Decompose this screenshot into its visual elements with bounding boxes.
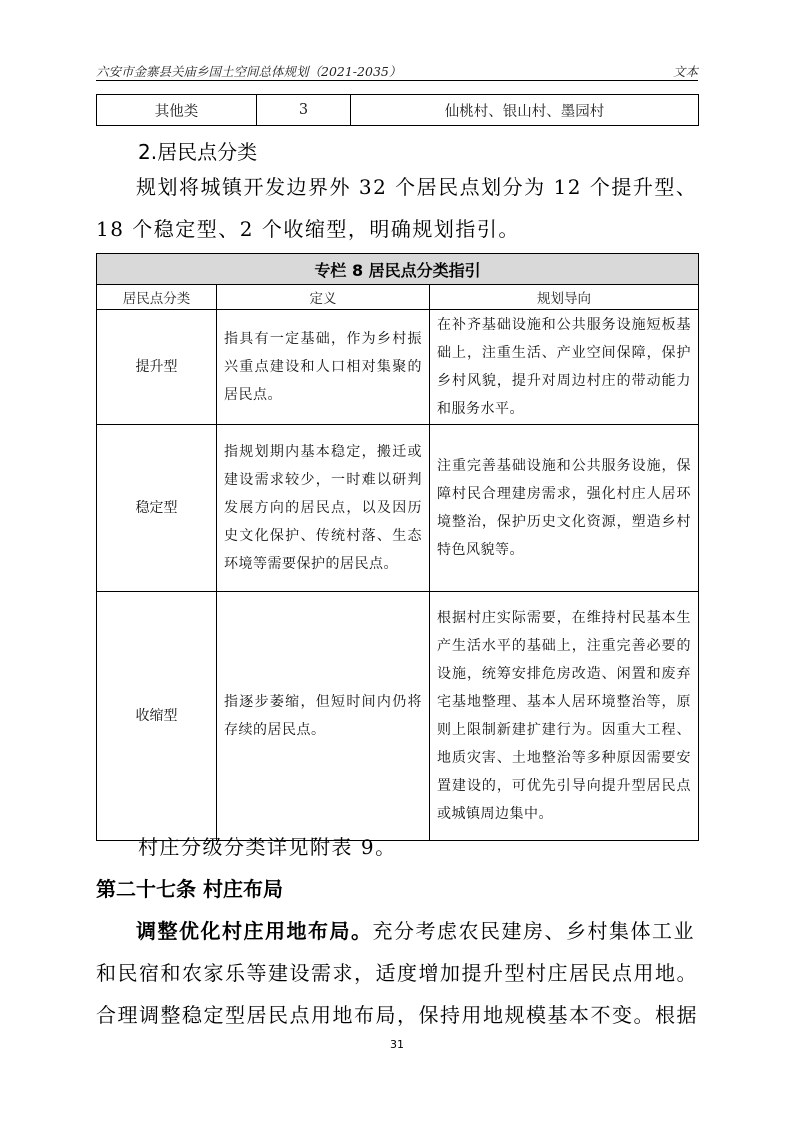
box-title: 专栏 8 居民点分类指引 [97,254,699,285]
column-header: 定义 [217,285,430,310]
definition-cell: 指逐步萎缩，但短时间内仍将存续的居民点。 [217,592,430,841]
header-label: 文本 [672,64,698,79]
guidance-cell: 根据村庄实际需要，在维持村民基本生产生活水平的基础上，注重完善必要的设施，统筹安排危房改造、闲置和废弃宅基地整理、基本人居环境整治等，原则上限制新建扩建行为。因重大工程、地质灾害、土地整治等多种原因需要安置建设的，可优先引导向提升型居民点或城镇周边集中。 [430,592,699,841]
header-row [97,285,699,310]
section-heading: 2.居民点分类 [138,140,258,164]
village-category-table [96,94,699,126]
paragraph-text: 充分考虑农民建房、乡村集体工业和民宿和农家乐等建设需求，适度增加提升型村庄居民点用地。合理调整稳定型居民点用地布局，保持用地规模基本不变。根据 [96,919,698,1027]
definition-cell: 指具有一定基础，作为乡村振兴重点建设和人口相对集聚的居民点。 [217,310,430,425]
column-header: 居民点分类 [97,285,217,310]
paragraph: 规划将城镇开发边界外 32 个居民点划分为 12 个提升型、18 个稳定型、2 个收缩型，明确规划指引。 [96,175,698,241]
article-heading: 第二十七条 村庄布局 [96,877,283,901]
paragraph-lead: 调整优化村庄用地布局。 [136,919,373,943]
box-title-row [97,254,699,285]
table-row [97,95,699,126]
column-header: 规划导向 [430,285,699,310]
type-cell: 收缩型 [97,592,217,841]
table-row [97,425,699,592]
page-number: 31 [390,1038,404,1051]
guidance-cell: 在补齐基础设施和公共服务设施短板基础上，注重生活、产业空间保障，保护乡村风貌，提升对周边村庄的带动能力和服务水平。 [430,310,699,425]
table-row [97,592,699,841]
count-cell: 3 [257,95,351,126]
table-row [97,310,699,425]
document-title: 六安市金寨县关庙乡国土空间总体规划（2021-2035） [96,64,402,79]
paragraph: 村庄分级分类详见附表 9。 [138,835,397,859]
classification-guide-box [96,253,699,841]
paragraph [96,910,698,1036]
guidance-cell: 注重完善基础设施和公共服务设施，保障村民合理建房需求，强化村庄人居环境整治，保护历史文化资源，塑造乡村特色风貌等。 [430,425,699,592]
category-cell: 其他类 [97,95,257,126]
type-cell: 稳定型 [97,425,217,592]
running-header [96,60,698,81]
type-cell: 提升型 [97,310,217,425]
villages-cell: 仙桃村、银山村、墨园村 [351,95,699,126]
definition-cell: 指规划期内基本稳定，搬迁或建设需求较少，一时难以研判发展方向的居民点，以及因历史文化保护、传统村落、生态环境等需要保护的居民点。 [217,425,430,592]
